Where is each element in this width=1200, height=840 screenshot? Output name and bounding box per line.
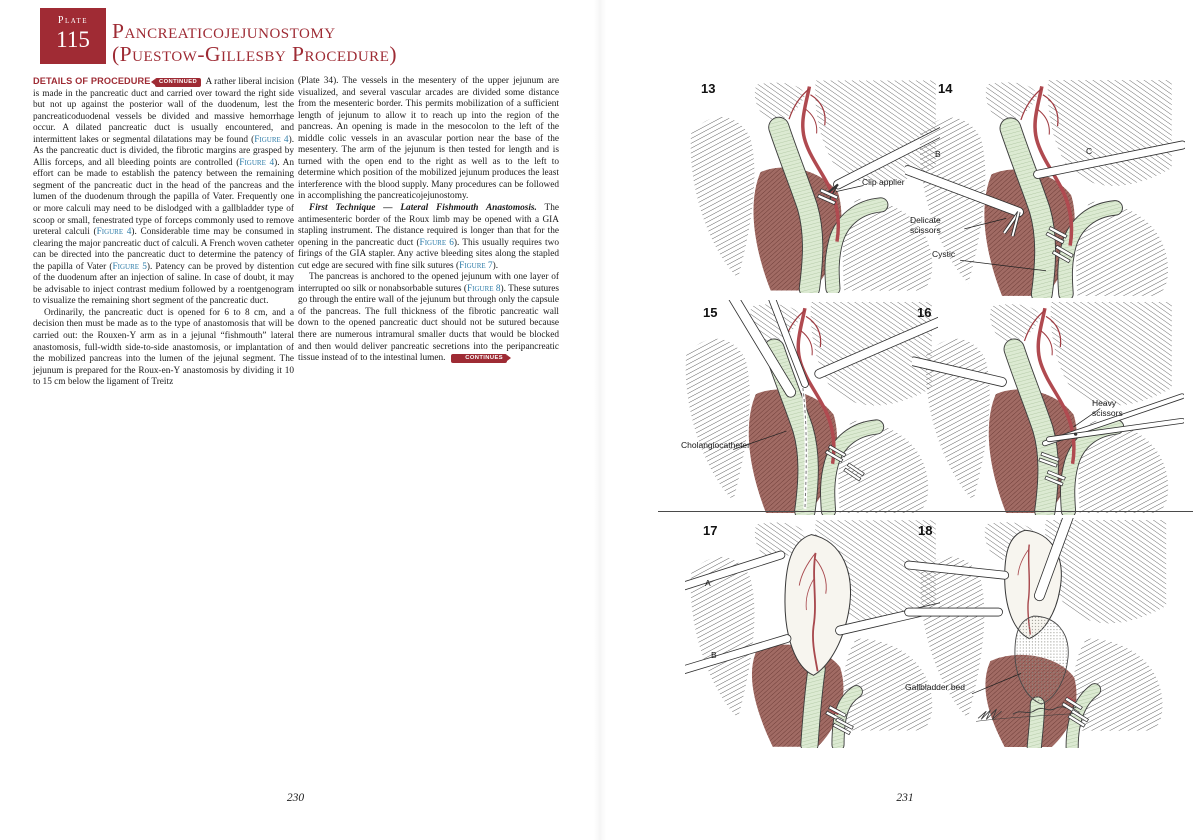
figure-number: 13 xyxy=(701,81,716,96)
figure-number: 18 xyxy=(918,523,933,538)
figure-reference: Figure 4 xyxy=(96,227,132,238)
figure-reference: Figure 4 xyxy=(254,134,289,145)
figure-reference: Figure 6 xyxy=(419,237,454,248)
technique-lead-in: First Technique — Lateral Fishmouth Anastomosis. xyxy=(309,203,537,214)
figure-number: 15 xyxy=(703,305,718,320)
figure-label: Cholangiocatheter xyxy=(681,440,750,450)
page-number-left: 230 xyxy=(286,792,305,804)
plate-label: Plate xyxy=(57,15,89,26)
figure-label: Gallbladder bed xyxy=(905,682,966,692)
figure-reference: Figure 7 xyxy=(459,260,493,271)
body-text: ). xyxy=(492,260,499,271)
continues-badge: CONTINUES xyxy=(451,354,507,363)
text-column-2 xyxy=(298,76,559,365)
figure-reference: Figure 5 xyxy=(112,261,147,272)
figure-15-illustration xyxy=(678,300,938,515)
text-column-1 xyxy=(33,76,294,389)
body-text: ). Considerable time may be consumed in clearing the major pancreatic duct of calculi. A French woven catheter can be directed into the pancreatic duct to determine the patency of the papilla of Vater ( xyxy=(33,227,295,272)
body-text: The pancreas is anchored to the opened jejunum with one layer of interrupted oo silk or nonabsorbable sutures ( xyxy=(298,272,559,294)
figure-label: A xyxy=(705,578,711,588)
figure-label: Clip applier xyxy=(862,177,905,187)
figure-number: 17 xyxy=(703,523,718,538)
body-text: The antimesenteric border of the Roux limb may be opened with a GIA stapling instrument. The distance required is longer than that for the opening in the pancreatic duct ( xyxy=(298,203,559,248)
figure-18-illustration xyxy=(900,518,1185,748)
page-number-right: 231 xyxy=(896,792,914,804)
figure-14-illustration xyxy=(905,78,1185,298)
paragraph xyxy=(33,76,294,308)
figure-18 xyxy=(900,518,1185,748)
paragraph xyxy=(298,76,559,203)
figure-13 xyxy=(685,78,940,293)
figure-label: Heavy scissors xyxy=(1092,398,1123,418)
plate-number-box xyxy=(40,8,106,64)
figure-reference: Figure 8 xyxy=(466,283,501,294)
body-text: ). This usually requires two firings of the GIA stapler. Any active bleeding sites along the stapled cut edge are secured with fine silk sutures ( xyxy=(298,237,559,271)
figure-label: Cystic xyxy=(932,249,956,259)
title-line-2: (Puestow-Gillesby Procedure) xyxy=(112,42,398,66)
figure-14 xyxy=(905,78,1185,298)
paragraph xyxy=(33,308,294,389)
paragraph xyxy=(298,272,559,364)
plate-number: 115 xyxy=(56,27,90,52)
paragraph xyxy=(298,203,559,272)
page-gutter xyxy=(594,0,606,840)
body-text: ). As the pancreatic duct is divided, the fibrotic margins are grasped by Allis forceps, and all bleeding points are controlled ( xyxy=(33,134,295,168)
figure-label: B xyxy=(711,650,717,660)
figure-16-illustration xyxy=(912,300,1184,515)
body-text: (Plate 34). The vessels in the mesentery of the upper jejunum are visualized, and several vascular arcades are divided some distance from the mesenteric border. This permits mobilization of a sufficient length of jejunum to allow it to reach up into the region of the pancreas. An opening is made in the mesocolon to the left of the middle colic vessels in an avascular portion near the base of the mesentery. The arm of the jejunum is then tested for length and is turned with the open end to the right as well as to the left to determine which position of the mobilized jejunum produces the least interference with the blood supply. Many procedures can be followed in accomplishing the pancreaticojejunostomy. xyxy=(298,76,559,202)
body-text: Ordinarily, the pancreatic duct is opened for 6 to 8 cm, and a decision then must be made as to the type of anastomosis that will be carried out: the Rouxen-Y arm as in a jejunal “fishmouth” lateral anastomosis, full-width side-to-side anastomosis, or implantation of the mobilized pancreas into the lumen of the jejunal segment. The jejunum is prepared for the Roux-en-Y anastomosis by dividing it 10 to 15 cm below the ligament of Treitz xyxy=(33,307,294,388)
body-text: ). These sutures go through the entire wall of the jejunum but through only the capsule of the pancreas. The full thickness of the fibrotic pancreatic wall down to the opened pancreatic duct should not be sutured because there are numerous intramural smaller ducts that would be blocked and then would deliver pancreatic secretions into the peripancreatic tissue instead of to the intestinal lumen. xyxy=(298,283,560,364)
title-line-1: Pancreaticojejunostomy xyxy=(112,19,336,43)
body-text: ). Patency can be proved by distention of the duodenum after an injection of saline. In case of doubt, it may be advisable to inject contrast medium followed by a roentgenogram to visualize the remaining short segment of the pancreatic duct. xyxy=(33,261,294,307)
figure-divider-line xyxy=(658,511,1193,512)
figure-number: 14 xyxy=(938,81,953,96)
figure-reference: Figure 4 xyxy=(239,157,275,168)
figure-label: Delicate scissors xyxy=(910,215,941,235)
figure-label: B xyxy=(935,149,941,159)
figure-number: 16 xyxy=(917,305,932,320)
chapter-title xyxy=(112,20,397,66)
body-text: A rather liberal incision is made in the pancreatic duct and carried over toward the right side but not up against the posterior wall of the duodenum, lest the pancreaticoduodenal vessels be divided and massive hemorrhage occur. A dilated pancreatic duct is usually encountered, and intermittent lakes or segmental dilatations may be found ( xyxy=(33,77,294,145)
figure-16 xyxy=(912,300,1184,515)
section-heading: DETAILS OF PROCEDURE xyxy=(33,76,151,86)
figure-label: C xyxy=(1086,146,1093,156)
body-text: ). An effort can be made to establish the patency between the remaining segment of the pancreatic duct in the head of the pancreas and the lumen of the duodenum through the papilla of Vater. Frequently one or more calculi may need to be dislodged with a gallbladder type of scoop or small, fenestrated type of forceps commonly used to remove ureteral calculi ( xyxy=(33,157,295,238)
continued-badge: CONTINUED xyxy=(155,78,200,87)
figure-15 xyxy=(678,300,938,515)
